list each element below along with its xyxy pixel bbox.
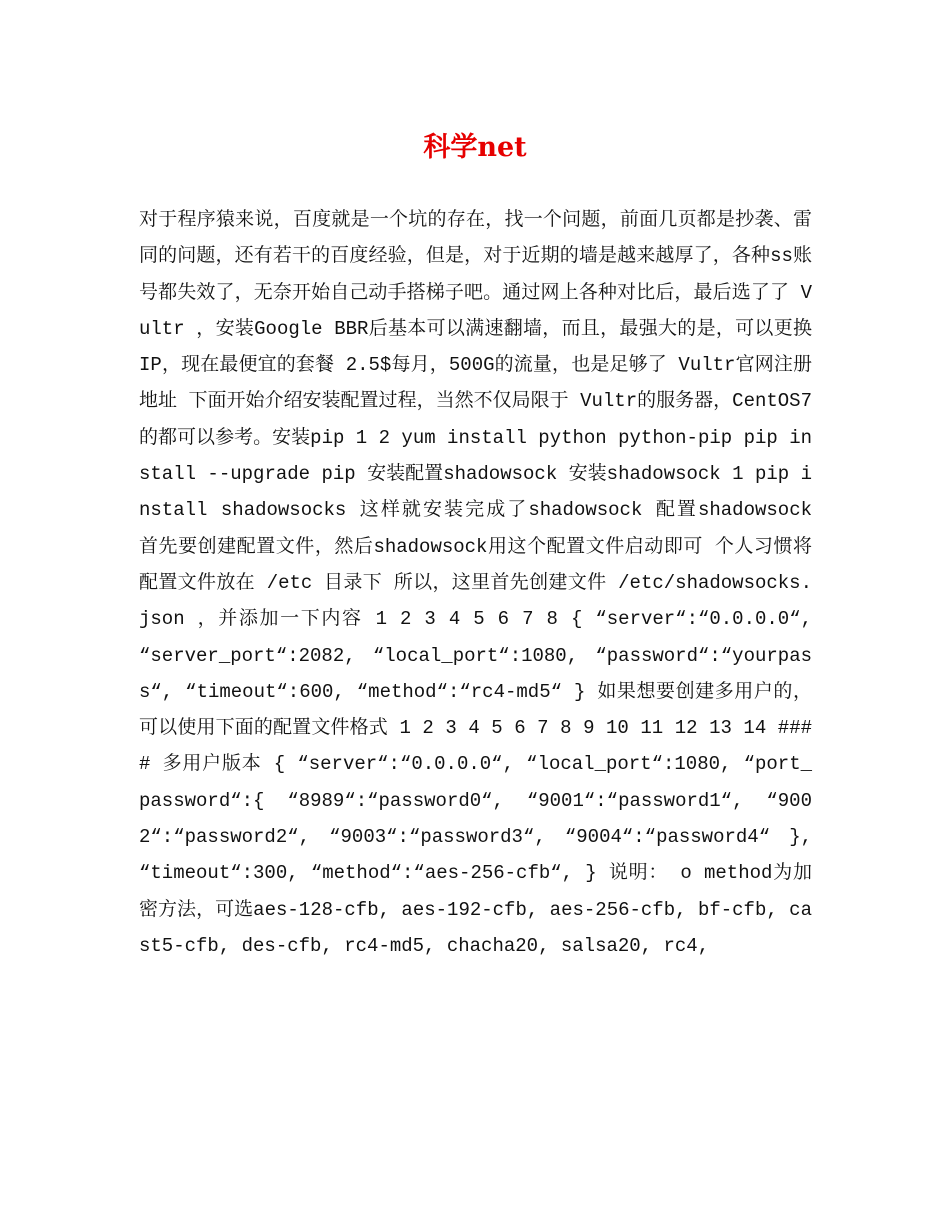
document-title: 科学net [423,132,527,163]
document-body-text: 对于程序猿来说，百度就是一个坑的存在，找一个问题，前面几页都是抄袭、雷同的问题，还有若干的百度经验，但是，对于近期的墙是越来越厚了，各种ss账号都失效了，无奈开始自己动手搭梯子吧。通过网上各种对比后，最后选了了 Vultr ，安装Google BBR后基本可以满速翻墙，而且，最强大的是，可以更换IP，现在最便宜的套餐 2.5$每月，500G的流量，也是足够了 Vultr官网注册地址 下面开始介绍安装配置过程，当然不仅局限于 Vultr的服务器，CentOS7的都可以参考。安装pip 1 2 yum install python python-pip pip install --upgrade pip 安装配置shadowsock 安装shadowsock 1 pip install shadowsocks 这样就安装完成了shadowsock 配置shadowsock 首先要创建配置文件，然后shadowsock用这个配置文件启动即可 个人习惯将配置文件放在 /etc 目录下 所以，这里首先创建文件 /etc/shadowsocks.json ，并添加一下内容 1 2 3 4 5 6 7 8 { “server“:“0.0.0.0“, “server_port“:2082, “local_port“:1080, “password“:“yourpass“, “timeout“:600, “method“:“rc4-md5“ } 如果想要创建多用户的， 可以使用下面的配置文件格式 1 2 3 4 5 6 7 8 9 10 11 12 13 14 #### 多用户版本 { “server“:“0.0.0.0“, “local_port“:1080, “port_password“:{ “8989“:“password0“, “9001“:“password1“, “9002“:“password2“, “9003“:“password3“, “9004“:“password4“ }, “timeout“:300, “method“:“aes-256-cfb“, } 说明： o method为加密方法，可选aes-128-cfb, aes-192-cfb, aes-256-cfb, bf-cfb, cast5-cfb, des-cfb, rc4-md5, chacha20, salsa20, rc4, [139,209,812,957]
